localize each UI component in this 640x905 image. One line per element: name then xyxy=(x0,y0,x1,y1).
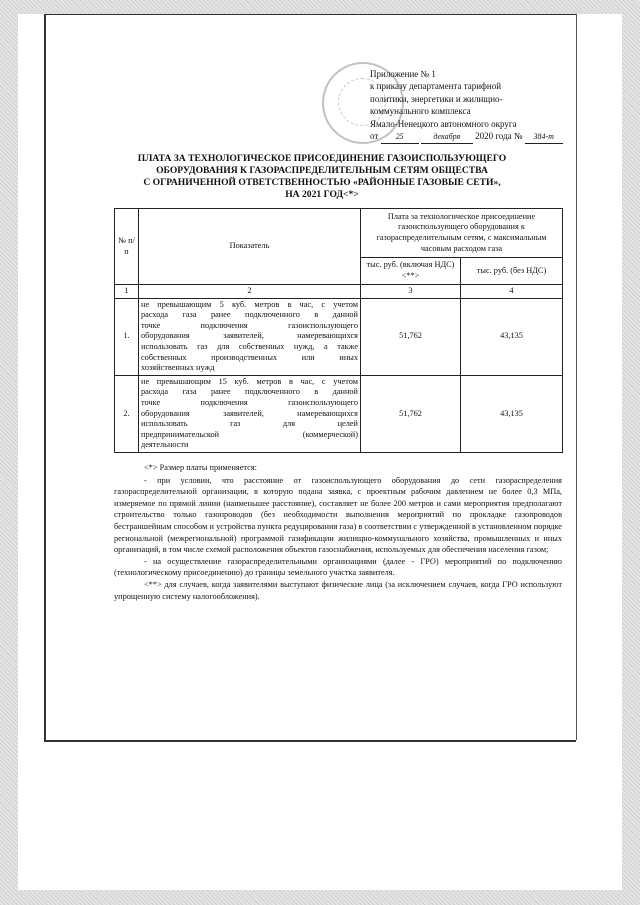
footnote-condition-gro: - на осуществление газораспределительными организациями (далее - ГРО) мероприятий по подключению (технологическому присоединению) до границы земельного участка заявителя. xyxy=(114,556,562,578)
appendix-date-line xyxy=(370,130,570,144)
page-border-top xyxy=(44,14,576,15)
desc-line: собственных производственных или иных xyxy=(141,352,358,362)
header-with-vat: тыс. руб. (включая НДС) <**> xyxy=(361,258,461,285)
desc-line: расхода газа ранее подключенного в данной xyxy=(141,310,358,320)
desc-line: использовать газ для целей xyxy=(141,419,358,429)
appendix-header xyxy=(370,68,570,144)
table-header-row xyxy=(115,209,563,258)
footnotes xyxy=(114,462,562,602)
title-line: С ОГРАНИЧЕННОЙ ОТВЕТСТВЕННОСТЬЮ «РАЙОННЫЕ ГАЗОВЫЕ СЕТИ», xyxy=(143,177,501,188)
index-cell: 1 xyxy=(115,285,139,299)
desc-line: точке подключения газоиспользующего xyxy=(141,320,358,330)
table-index-row xyxy=(115,285,563,299)
fee-table xyxy=(114,208,563,453)
appendix-line: коммунального комплекса xyxy=(370,106,471,117)
appendix-line: Приложение № 1 xyxy=(370,69,436,79)
desc-line: расхода газа ранее подключенного в данной xyxy=(141,387,358,397)
page-border-left xyxy=(44,14,46,740)
table-row xyxy=(115,375,563,452)
desc-line: не превышающим 5 куб. метров в час, с учетом xyxy=(141,299,358,309)
handwritten-day: 25 xyxy=(381,131,419,144)
index-cell: 3 xyxy=(361,285,461,299)
page-border-right xyxy=(576,14,577,740)
document-title xyxy=(92,153,552,201)
desc-line: оборудования заявителей, намеревающихся xyxy=(141,331,358,341)
desc-line: точке подключения газоиспользующего xyxy=(141,397,358,407)
title-line: НА 2021 ГОД<*> xyxy=(285,189,359,200)
date-prefix: от xyxy=(370,131,379,142)
header-num: № п/п xyxy=(115,209,139,285)
desc-line: хозяйственных нужд xyxy=(141,363,215,373)
title-line: ПЛАТА ЗА ТЕХНОЛОГИЧЕСКОЕ ПРИСОЕДИНЕНИЕ ГАЗОИСПОЛЬЗУЮЩЕГО xyxy=(137,153,507,164)
row-num: 2. xyxy=(115,375,139,452)
fee-with-vat: 51,762 xyxy=(361,375,461,452)
desc-line: оборудования заявителей, намеревающихся xyxy=(141,408,358,418)
fee-without-vat: 43,135 xyxy=(461,298,563,375)
appendix-line: Ямало-Ненецкого автономного округа xyxy=(370,118,517,129)
row-description xyxy=(139,375,361,452)
title-line: ОБОРУДОВАНИЯ К ГАЗОРАСПРЕДЕЛИТЕЛЬНЫМ СЕТЯМ ОБЩЕСТВА xyxy=(156,165,488,176)
footnote-condition-distance: - при условии, что расстояние от газоиспользующего оборудования до сети газораспределения газораспределительной организации, в которую подана заявка, с проектным рабочим давлением не более 0,3 МПа, измеряемое по прямой линии (наименьшее расстояние), составляет не более 200 метров и сами мероприятия предполагают строительство только газопроводов (без необходимости выполнения мероприятий по прокладке газопроводов бестраншейным способом и устройства пункта редуцирования газа) в соответствии с утвержденной в установленном порядке региональной (межрегиональной) программой газификации жилищно-коммунального хозяйства, промышленных и иных организаций, в том числе схемой расположения объектов газоснабжения, используемых для обеспечения населения газом; xyxy=(114,475,562,555)
header-fee: Плата за технологическое присоединение газоиспользующего оборудования к газораспределительным сетям, с максимальным часовым расходом газа xyxy=(361,209,563,258)
fee-with-vat: 51,762 xyxy=(361,298,461,375)
table-row xyxy=(115,298,563,375)
footnote-star: <*> Размер платы применяется: xyxy=(144,463,257,472)
date-year: 2020 года № xyxy=(475,131,523,142)
appendix-line: к приказу департамента тарифной xyxy=(370,81,502,92)
index-cell: 4 xyxy=(461,285,563,299)
header-without-vat: тыс. руб. (без НДС) xyxy=(461,258,563,285)
handwritten-month: декабря xyxy=(421,131,473,144)
desc-line: использовать газ для собственных нужд, а также xyxy=(141,341,358,351)
desc-line: не превышающим 15 куб. метров в час, с учетом xyxy=(141,376,358,386)
header-indicator: Показатель xyxy=(139,209,361,285)
row-description xyxy=(139,298,361,375)
index-cell: 2 xyxy=(139,285,361,299)
appendix-line: политики, энергетики и жилищно- xyxy=(370,93,503,104)
handwritten-order-number: 384-т xyxy=(525,131,563,144)
footnote-double-star: <**> для случаев, когда заявителями выступают физические лица (за исключением случаев, когда ГРО используют упрощенную систему налогообложения). xyxy=(114,579,562,601)
row-num: 1. xyxy=(115,298,139,375)
fee-without-vat: 43,135 xyxy=(461,375,563,452)
page-border-bottom xyxy=(44,740,576,742)
desc-line: предпринимательской (коммерческой) xyxy=(141,429,358,439)
desc-line: деятельности xyxy=(141,440,189,450)
